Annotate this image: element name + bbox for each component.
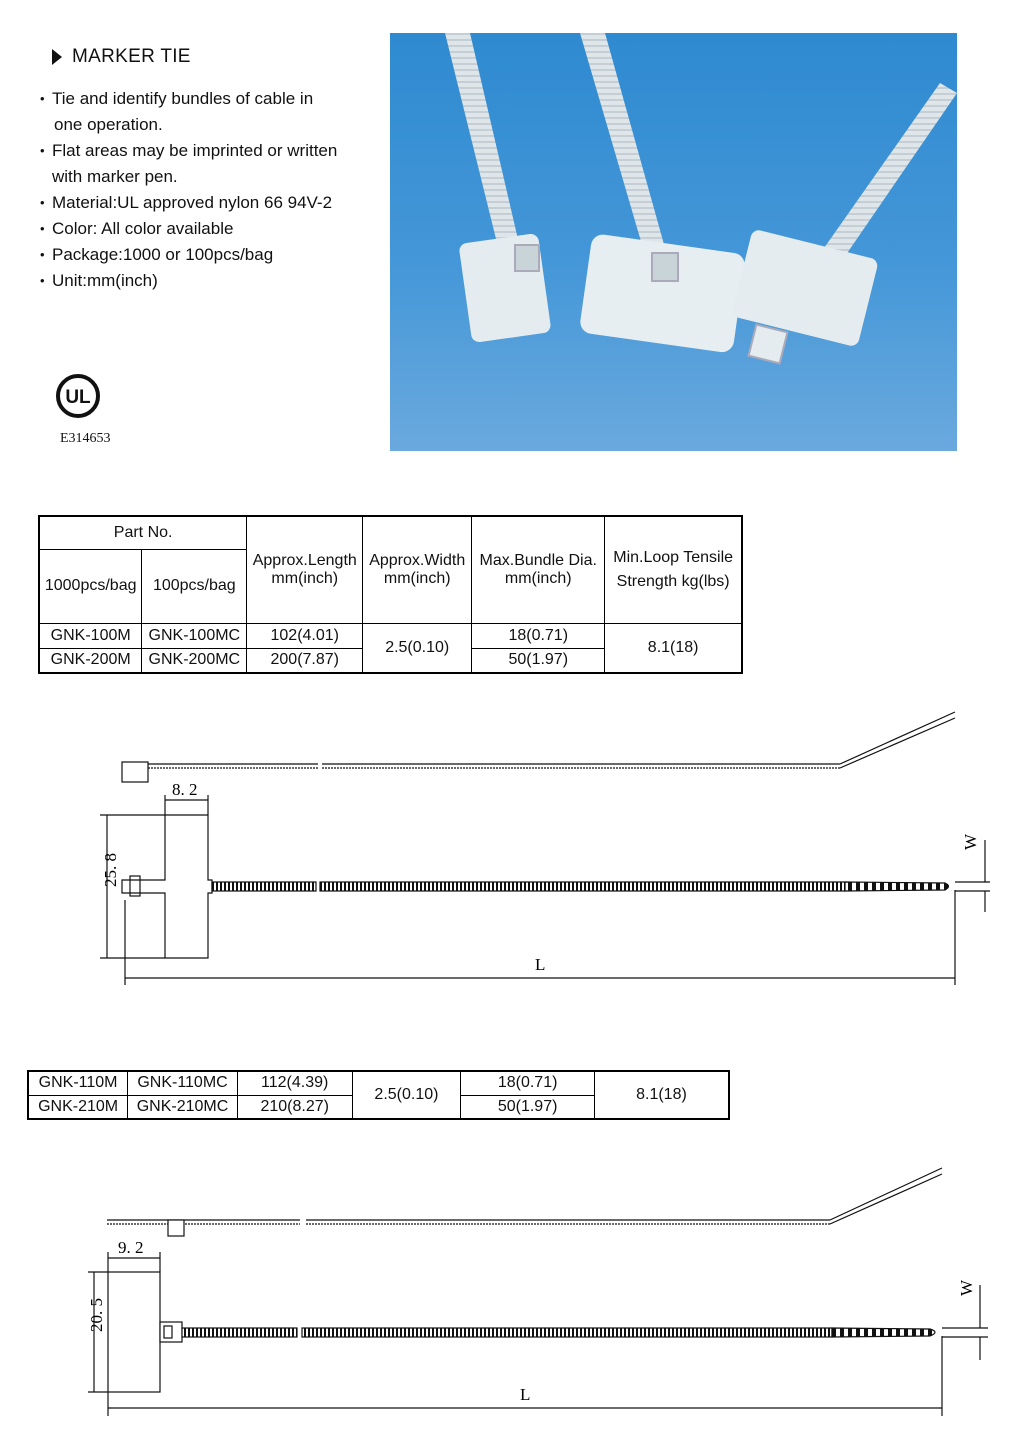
table-cell: GNK-210M — [28, 1095, 128, 1119]
table-cell: 18(0.71) — [461, 1071, 595, 1095]
dim-width-2: W — [957, 1279, 976, 1296]
dim-length: L — [535, 955, 546, 974]
part-no-header: Part No. — [39, 516, 247, 549]
table-cell: 210(8.27) — [237, 1095, 352, 1119]
dim-head-height: 25. 8 — [101, 853, 120, 887]
dim-head-width: 8. 2 — [172, 780, 198, 799]
feature-item-cont: one operation. — [54, 115, 163, 134]
table-cell: 18(0.71) — [472, 623, 605, 648]
dim-head-height-2: 20. 5 — [87, 1298, 106, 1332]
table-cell: GNK-100M — [39, 623, 142, 648]
table-cell: GNK-100MC — [142, 623, 247, 648]
table-cell: GNK-200M — [39, 648, 142, 673]
bag1000-header: 1000pcs/bag — [39, 549, 142, 623]
spec-table-2 — [27, 1070, 730, 1120]
tensile-header: Min.Loop Tensile Strength kg(lbs) — [605, 516, 742, 623]
ul-logo-text: UL — [65, 387, 91, 408]
feature-item: • Flat areas may be imprinted or written — [40, 138, 370, 164]
table-cell: 2.5(0.10) — [352, 1071, 461, 1119]
table-cell: GNK-110MC — [128, 1071, 238, 1095]
table-cell: 2.5(0.10) — [363, 623, 472, 673]
table-cell: GNK-200MC — [142, 648, 247, 673]
dim-width: W — [961, 833, 980, 850]
table-cell: 8.1(18) — [594, 1071, 729, 1119]
feature-item: • Unit:mm(inch) — [40, 268, 370, 294]
table-cell: 8.1(18) — [605, 623, 742, 673]
bag100-header: 100pcs/bag — [142, 549, 247, 623]
table-cell: GNK-110M — [28, 1071, 128, 1095]
feature-item: • Package:1000 or 100pcs/bag — [40, 242, 370, 268]
table-cell: 200(7.87) — [247, 648, 363, 673]
feature-item-cont: with marker pen. — [52, 167, 178, 186]
dim-head-width-2: 9. 2 — [118, 1238, 144, 1257]
bundle-header: Max.Bundle Dia. mm(inch) — [472, 516, 605, 623]
table-cell: GNK-210MC — [128, 1095, 238, 1119]
table-cell: 50(1.97) — [461, 1095, 595, 1119]
section-title-text: MARKER TIE — [72, 46, 191, 67]
table-cell: 112(4.39) — [237, 1071, 352, 1095]
feature-item: • Material:UL approved nylon 66 94V-2 — [40, 190, 370, 216]
table-cell: 102(4.01) — [247, 623, 363, 648]
table-cell: 50(1.97) — [472, 648, 605, 673]
length-header: Approx.Length mm(inch) — [247, 516, 363, 623]
width-header: Approx.Width mm(inch) — [363, 516, 472, 623]
certificate-number: E314653 — [60, 431, 111, 446]
feature-item: • Tie and identify bundles of cable in — [40, 86, 370, 112]
dim-length-2: L — [520, 1385, 531, 1404]
feature-item: • Color: All color available — [40, 216, 370, 242]
